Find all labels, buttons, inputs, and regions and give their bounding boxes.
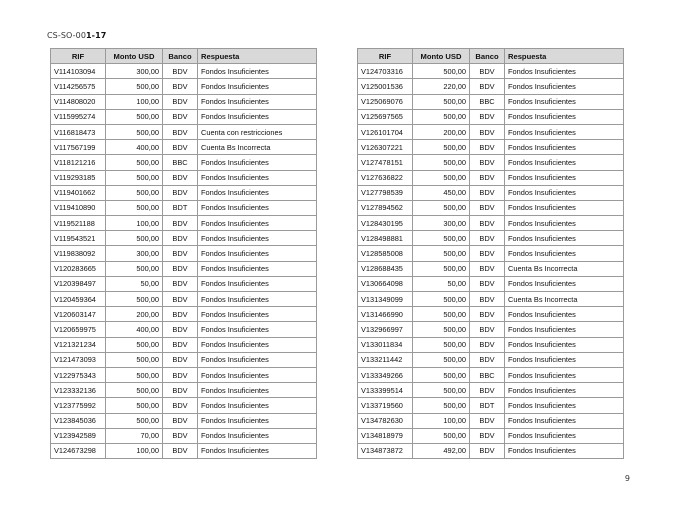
cell-banco: BDV [163, 109, 198, 124]
cell-banco: BDV [470, 428, 505, 443]
cell-respuesta: Fondos Insuficientes [505, 443, 624, 458]
table-row [51, 185, 317, 200]
cell-monto: 500,00 [413, 200, 470, 215]
table-row [358, 322, 624, 337]
cell-rif: V125697565 [358, 109, 413, 124]
cell-banco: BBC [470, 367, 505, 382]
table-row [358, 292, 624, 307]
cell-banco: BDV [470, 185, 505, 200]
table-row [51, 170, 317, 185]
cell-respuesta: Fondos Insuficientes [198, 109, 317, 124]
cell-monto: 500,00 [413, 64, 470, 79]
cell-rif: V114103094 [51, 64, 106, 79]
cell-rif: V120459364 [51, 292, 106, 307]
cell-banco: BDV [470, 292, 505, 307]
cell-monto: 500,00 [106, 398, 163, 413]
cell-rif: V131466990 [358, 307, 413, 322]
cell-rif: V126307221 [358, 140, 413, 155]
column-header-monto: Monto USD [413, 49, 470, 64]
table-row [358, 398, 624, 413]
cell-rif: V119410890 [51, 200, 106, 215]
cell-rif: V128585008 [358, 246, 413, 261]
cell-rif: V128430195 [358, 216, 413, 231]
cell-monto: 100,00 [106, 94, 163, 109]
cell-monto: 500,00 [106, 337, 163, 352]
cell-monto: 500,00 [413, 398, 470, 413]
cell-banco: BDV [470, 140, 505, 155]
cell-monto: 500,00 [413, 292, 470, 307]
cell-monto: 500,00 [413, 352, 470, 367]
table-row [358, 261, 624, 276]
table-row [51, 383, 317, 398]
right-table [357, 48, 624, 459]
cell-rif: V123775992 [51, 398, 106, 413]
cell-rif: V127636822 [358, 170, 413, 185]
cell-banco: BDV [470, 79, 505, 94]
cell-banco: BDV [163, 216, 198, 231]
cell-monto: 220,00 [413, 79, 470, 94]
cell-rif: V119838092 [51, 246, 106, 261]
cell-respuesta: Fondos Insuficientes [198, 231, 317, 246]
cell-respuesta: Fondos Insuficientes [505, 109, 624, 124]
cell-respuesta: Fondos Insuficientes [505, 398, 624, 413]
cell-rif: V133399514 [358, 383, 413, 398]
cell-monto: 200,00 [413, 124, 470, 139]
cell-banco: BDV [470, 109, 505, 124]
cell-banco: BDV [470, 337, 505, 352]
cell-respuesta: Fondos Insuficientes [505, 413, 624, 428]
cell-banco: BDV [470, 383, 505, 398]
cell-respuesta: Fondos Insuficientes [505, 322, 624, 337]
table-row [51, 261, 317, 276]
table-row [358, 79, 624, 94]
cell-respuesta: Cuenta Bs Incorrecta [505, 261, 624, 276]
cell-respuesta: Fondos Insuficientes [198, 261, 317, 276]
cell-rif: V120659975 [51, 322, 106, 337]
cell-respuesta: Fondos Insuficientes [505, 307, 624, 322]
cell-rif: V118121216 [51, 155, 106, 170]
cell-respuesta: Fondos Insuficientes [198, 200, 317, 215]
cell-banco: BDV [163, 246, 198, 261]
table-row [358, 94, 624, 109]
table-row [51, 322, 317, 337]
cell-respuesta: Fondos Insuficientes [198, 94, 317, 109]
page-number: 9 [624, 474, 630, 483]
cell-respuesta: Fondos Insuficientes [505, 216, 624, 231]
cell-rif: V114256575 [51, 79, 106, 94]
cell-banco: BDV [163, 79, 198, 94]
cell-monto: 100,00 [106, 443, 163, 458]
cell-monto: 50,00 [106, 276, 163, 291]
table-row [358, 413, 624, 428]
table-row [51, 124, 317, 139]
cell-rif: V130664098 [358, 276, 413, 291]
cell-banco: BDT [470, 398, 505, 413]
cell-monto: 300,00 [106, 64, 163, 79]
cell-respuesta: Fondos Insuficientes [505, 79, 624, 94]
cell-banco: BDV [470, 276, 505, 291]
cell-monto: 500,00 [413, 322, 470, 337]
cell-rif: V114808020 [51, 94, 106, 109]
table-row [51, 367, 317, 382]
table-row [51, 216, 317, 231]
cell-monto: 500,00 [413, 170, 470, 185]
table-row [51, 79, 317, 94]
table-row [51, 200, 317, 215]
table-row [358, 443, 624, 458]
cell-rif: V123942589 [51, 428, 106, 443]
cell-banco: BDV [470, 322, 505, 337]
table-row [358, 140, 624, 155]
cell-monto: 500,00 [106, 383, 163, 398]
cell-rif: V134873872 [358, 443, 413, 458]
document-code-suffix: 1-17 [86, 31, 107, 40]
cell-rif: V128688435 [358, 261, 413, 276]
table-row [358, 383, 624, 398]
cell-rif: V117567199 [51, 140, 106, 155]
cell-respuesta: Fondos Insuficientes [505, 64, 624, 79]
cell-rif: V126101704 [358, 124, 413, 139]
table-row [51, 307, 317, 322]
cell-banco: BDV [163, 428, 198, 443]
cell-monto: 500,00 [413, 261, 470, 276]
table-row [358, 200, 624, 215]
cell-respuesta: Fondos Insuficientes [198, 352, 317, 367]
cell-rif: V133349266 [358, 367, 413, 382]
table-row [358, 216, 624, 231]
cell-monto: 492,00 [413, 443, 470, 458]
cell-monto: 500,00 [413, 307, 470, 322]
cell-banco: BDV [470, 443, 505, 458]
cell-monto: 500,00 [413, 109, 470, 124]
cell-monto: 450,00 [413, 185, 470, 200]
table-header-row [51, 49, 317, 64]
table-row [51, 246, 317, 261]
cell-banco: BDV [163, 352, 198, 367]
cell-monto: 500,00 [106, 413, 163, 428]
table-row [51, 292, 317, 307]
cell-respuesta: Fondos Insuficientes [198, 443, 317, 458]
cell-respuesta: Fondos Insuficientes [198, 413, 317, 428]
cell-monto: 500,00 [106, 261, 163, 276]
cell-banco: BDT [163, 200, 198, 215]
cell-respuesta: Fondos Insuficientes [198, 292, 317, 307]
cell-respuesta: Fondos Insuficientes [505, 94, 624, 109]
cell-respuesta: Fondos Insuficientes [198, 322, 317, 337]
cell-respuesta: Fondos Insuficientes [198, 398, 317, 413]
cell-monto: 500,00 [413, 367, 470, 382]
column-header-rif: RIF [358, 49, 413, 64]
cell-monto: 300,00 [106, 246, 163, 261]
cell-banco: BDV [163, 337, 198, 352]
cell-respuesta: Fondos Insuficientes [198, 307, 317, 322]
cell-banco: BDV [470, 155, 505, 170]
document-code-prefix: CS-SO-00 [47, 31, 87, 40]
cell-respuesta: Fondos Insuficientes [198, 383, 317, 398]
cell-monto: 500,00 [413, 383, 470, 398]
cell-rif: V124673298 [51, 443, 106, 458]
cell-monto: 500,00 [106, 170, 163, 185]
cell-respuesta: Fondos Insuficientes [505, 200, 624, 215]
cell-respuesta: Fondos Insuficientes [198, 170, 317, 185]
cell-respuesta: Fondos Insuficientes [505, 337, 624, 352]
cell-rif: V128498881 [358, 231, 413, 246]
cell-rif: V120398497 [51, 276, 106, 291]
table-row [358, 352, 624, 367]
cell-monto: 500,00 [413, 231, 470, 246]
table-row [358, 170, 624, 185]
cell-monto: 500,00 [413, 94, 470, 109]
cell-monto: 500,00 [106, 367, 163, 382]
cell-monto: 500,00 [413, 428, 470, 443]
table-row [358, 109, 624, 124]
table-row [358, 231, 624, 246]
cell-banco: BDV [470, 216, 505, 231]
cell-banco: BDV [163, 231, 198, 246]
column-header-rif: RIF [51, 49, 106, 64]
cell-banco: BDV [163, 292, 198, 307]
cell-rif: V119521188 [51, 216, 106, 231]
cell-banco: BDV [163, 367, 198, 382]
cell-monto: 500,00 [106, 292, 163, 307]
cell-monto: 400,00 [106, 140, 163, 155]
cell-respuesta: Fondos Insuficientes [198, 367, 317, 382]
table-row [51, 352, 317, 367]
table-header-row [358, 49, 624, 64]
cell-monto: 100,00 [413, 413, 470, 428]
cell-banco: BDV [470, 124, 505, 139]
cell-respuesta: Fondos Insuficientes [505, 383, 624, 398]
cell-rif: V132966997 [358, 322, 413, 337]
cell-respuesta: Fondos Insuficientes [505, 170, 624, 185]
cell-banco: BDV [470, 64, 505, 79]
table-row [51, 231, 317, 246]
cell-rif: V131349099 [358, 292, 413, 307]
cell-respuesta: Fondos Insuficientes [505, 140, 624, 155]
table-row [358, 185, 624, 200]
cell-rif: V120603147 [51, 307, 106, 322]
table-row [358, 428, 624, 443]
table-row [51, 276, 317, 291]
cell-respuesta: Cuenta Bs Incorrecta [505, 292, 624, 307]
cell-rif: V120283665 [51, 261, 106, 276]
column-header-banco: Banco [163, 49, 198, 64]
cell-rif: V123332136 [51, 383, 106, 398]
cell-monto: 100,00 [106, 216, 163, 231]
cell-banco: BDV [163, 140, 198, 155]
cell-respuesta: Fondos Insuficientes [198, 79, 317, 94]
cell-banco: BDV [470, 352, 505, 367]
cell-rif: V119401662 [51, 185, 106, 200]
table-row [358, 64, 624, 79]
table-row [51, 64, 317, 79]
cell-monto: 500,00 [106, 109, 163, 124]
cell-banco: BDV [163, 124, 198, 139]
cell-monto: 400,00 [106, 322, 163, 337]
cell-respuesta: Fondos Insuficientes [198, 337, 317, 352]
cell-banco: BDV [163, 383, 198, 398]
cell-respuesta: Fondos Insuficientes [505, 428, 624, 443]
cell-rif: V133011834 [358, 337, 413, 352]
table-row [51, 443, 317, 458]
cell-rif: V133719560 [358, 398, 413, 413]
cell-rif: V134782630 [358, 413, 413, 428]
left-table-body [51, 64, 317, 459]
cell-banco: BDV [163, 261, 198, 276]
cell-banco: BBC [163, 155, 198, 170]
right-table-body [358, 64, 624, 459]
cell-banco: BDV [470, 261, 505, 276]
column-header-respuesta: Respuesta [505, 49, 624, 64]
cell-rif: V124703316 [358, 64, 413, 79]
cell-respuesta: Fondos Insuficientes [198, 246, 317, 261]
cell-respuesta: Fondos Insuficientes [505, 352, 624, 367]
cell-banco: BDV [163, 322, 198, 337]
cell-respuesta: Fondos Insuficientes [505, 185, 624, 200]
cell-respuesta: Fondos Insuficientes [505, 124, 624, 139]
cell-monto: 500,00 [106, 79, 163, 94]
cell-monto: 70,00 [106, 428, 163, 443]
cell-respuesta: Fondos Insuficientes [505, 246, 624, 261]
column-header-respuesta: Respuesta [198, 49, 317, 64]
cell-rif: V121321234 [51, 337, 106, 352]
cell-banco: BDV [163, 170, 198, 185]
cell-banco: BBC [470, 94, 505, 109]
cell-banco: BDV [163, 307, 198, 322]
cell-monto: 200,00 [106, 307, 163, 322]
table-row [51, 140, 317, 155]
cell-respuesta: Fondos Insuficientes [198, 276, 317, 291]
column-header-monto: Monto USD [106, 49, 163, 64]
cell-monto: 500,00 [106, 352, 163, 367]
cell-banco: BDV [163, 443, 198, 458]
table-row [358, 307, 624, 322]
cell-monto: 500,00 [106, 231, 163, 246]
cell-respuesta: Cuenta con restricciones [198, 124, 317, 139]
cell-rif: V125001536 [358, 79, 413, 94]
cell-monto: 500,00 [413, 246, 470, 261]
cell-banco: BDV [470, 231, 505, 246]
cell-rif: V134818979 [358, 428, 413, 443]
left-table [50, 48, 317, 459]
table-row [51, 428, 317, 443]
cell-respuesta: Fondos Insuficientes [505, 231, 624, 246]
cell-banco: BDV [163, 398, 198, 413]
table-row [51, 413, 317, 428]
cell-banco: BDV [470, 413, 505, 428]
cell-respuesta: Fondos Insuficientes [198, 216, 317, 231]
cell-monto: 500,00 [106, 124, 163, 139]
cell-respuesta: Fondos Insuficientes [505, 367, 624, 382]
column-header-banco: Banco [470, 49, 505, 64]
cell-monto: 500,00 [106, 185, 163, 200]
cell-monto: 50,00 [413, 276, 470, 291]
cell-banco: BDV [163, 276, 198, 291]
table-row [358, 155, 624, 170]
table-row [51, 94, 317, 109]
cell-banco: BDV [470, 170, 505, 185]
table-row [51, 155, 317, 170]
cell-monto: 300,00 [413, 216, 470, 231]
cell-banco: BDV [470, 200, 505, 215]
table-row [358, 337, 624, 352]
cell-respuesta: Fondos Insuficientes [505, 155, 624, 170]
cell-rif: V127478151 [358, 155, 413, 170]
cell-rif: V125069076 [358, 94, 413, 109]
cell-banco: BDV [163, 413, 198, 428]
cell-respuesta: Cuenta Bs Incorrecta [198, 140, 317, 155]
cell-banco: BDV [163, 185, 198, 200]
cell-monto: 500,00 [106, 155, 163, 170]
table-row [51, 109, 317, 124]
cell-monto: 500,00 [413, 337, 470, 352]
table-row [358, 367, 624, 382]
cell-rif: V115995274 [51, 109, 106, 124]
table-row [51, 398, 317, 413]
cell-rif: V119293185 [51, 170, 106, 185]
cell-rif: V127798539 [358, 185, 413, 200]
table-row [358, 246, 624, 261]
cell-rif: V121473093 [51, 352, 106, 367]
cell-respuesta: Fondos Insuficientes [505, 276, 624, 291]
cell-respuesta: Fondos Insuficientes [198, 185, 317, 200]
cell-rif: V123845036 [51, 413, 106, 428]
cell-banco: BDV [163, 64, 198, 79]
cell-banco: BDV [470, 246, 505, 261]
document-code [47, 31, 106, 40]
cell-rif: V122975343 [51, 367, 106, 382]
cell-respuesta: Fondos Insuficientes [198, 428, 317, 443]
cell-respuesta: Fondos Insuficientes [198, 155, 317, 170]
cell-rif: V133211442 [358, 352, 413, 367]
cell-respuesta: Fondos Insuficientes [198, 64, 317, 79]
cell-rif: V116818473 [51, 124, 106, 139]
cell-monto: 500,00 [413, 140, 470, 155]
cell-banco: BDV [163, 94, 198, 109]
cell-banco: BDV [470, 307, 505, 322]
cell-rif: V127894562 [358, 200, 413, 215]
table-row [358, 276, 624, 291]
cell-monto: 500,00 [413, 155, 470, 170]
table-row [51, 337, 317, 352]
cell-rif: V119543521 [51, 231, 106, 246]
table-row [358, 124, 624, 139]
cell-monto: 500,00 [106, 200, 163, 215]
